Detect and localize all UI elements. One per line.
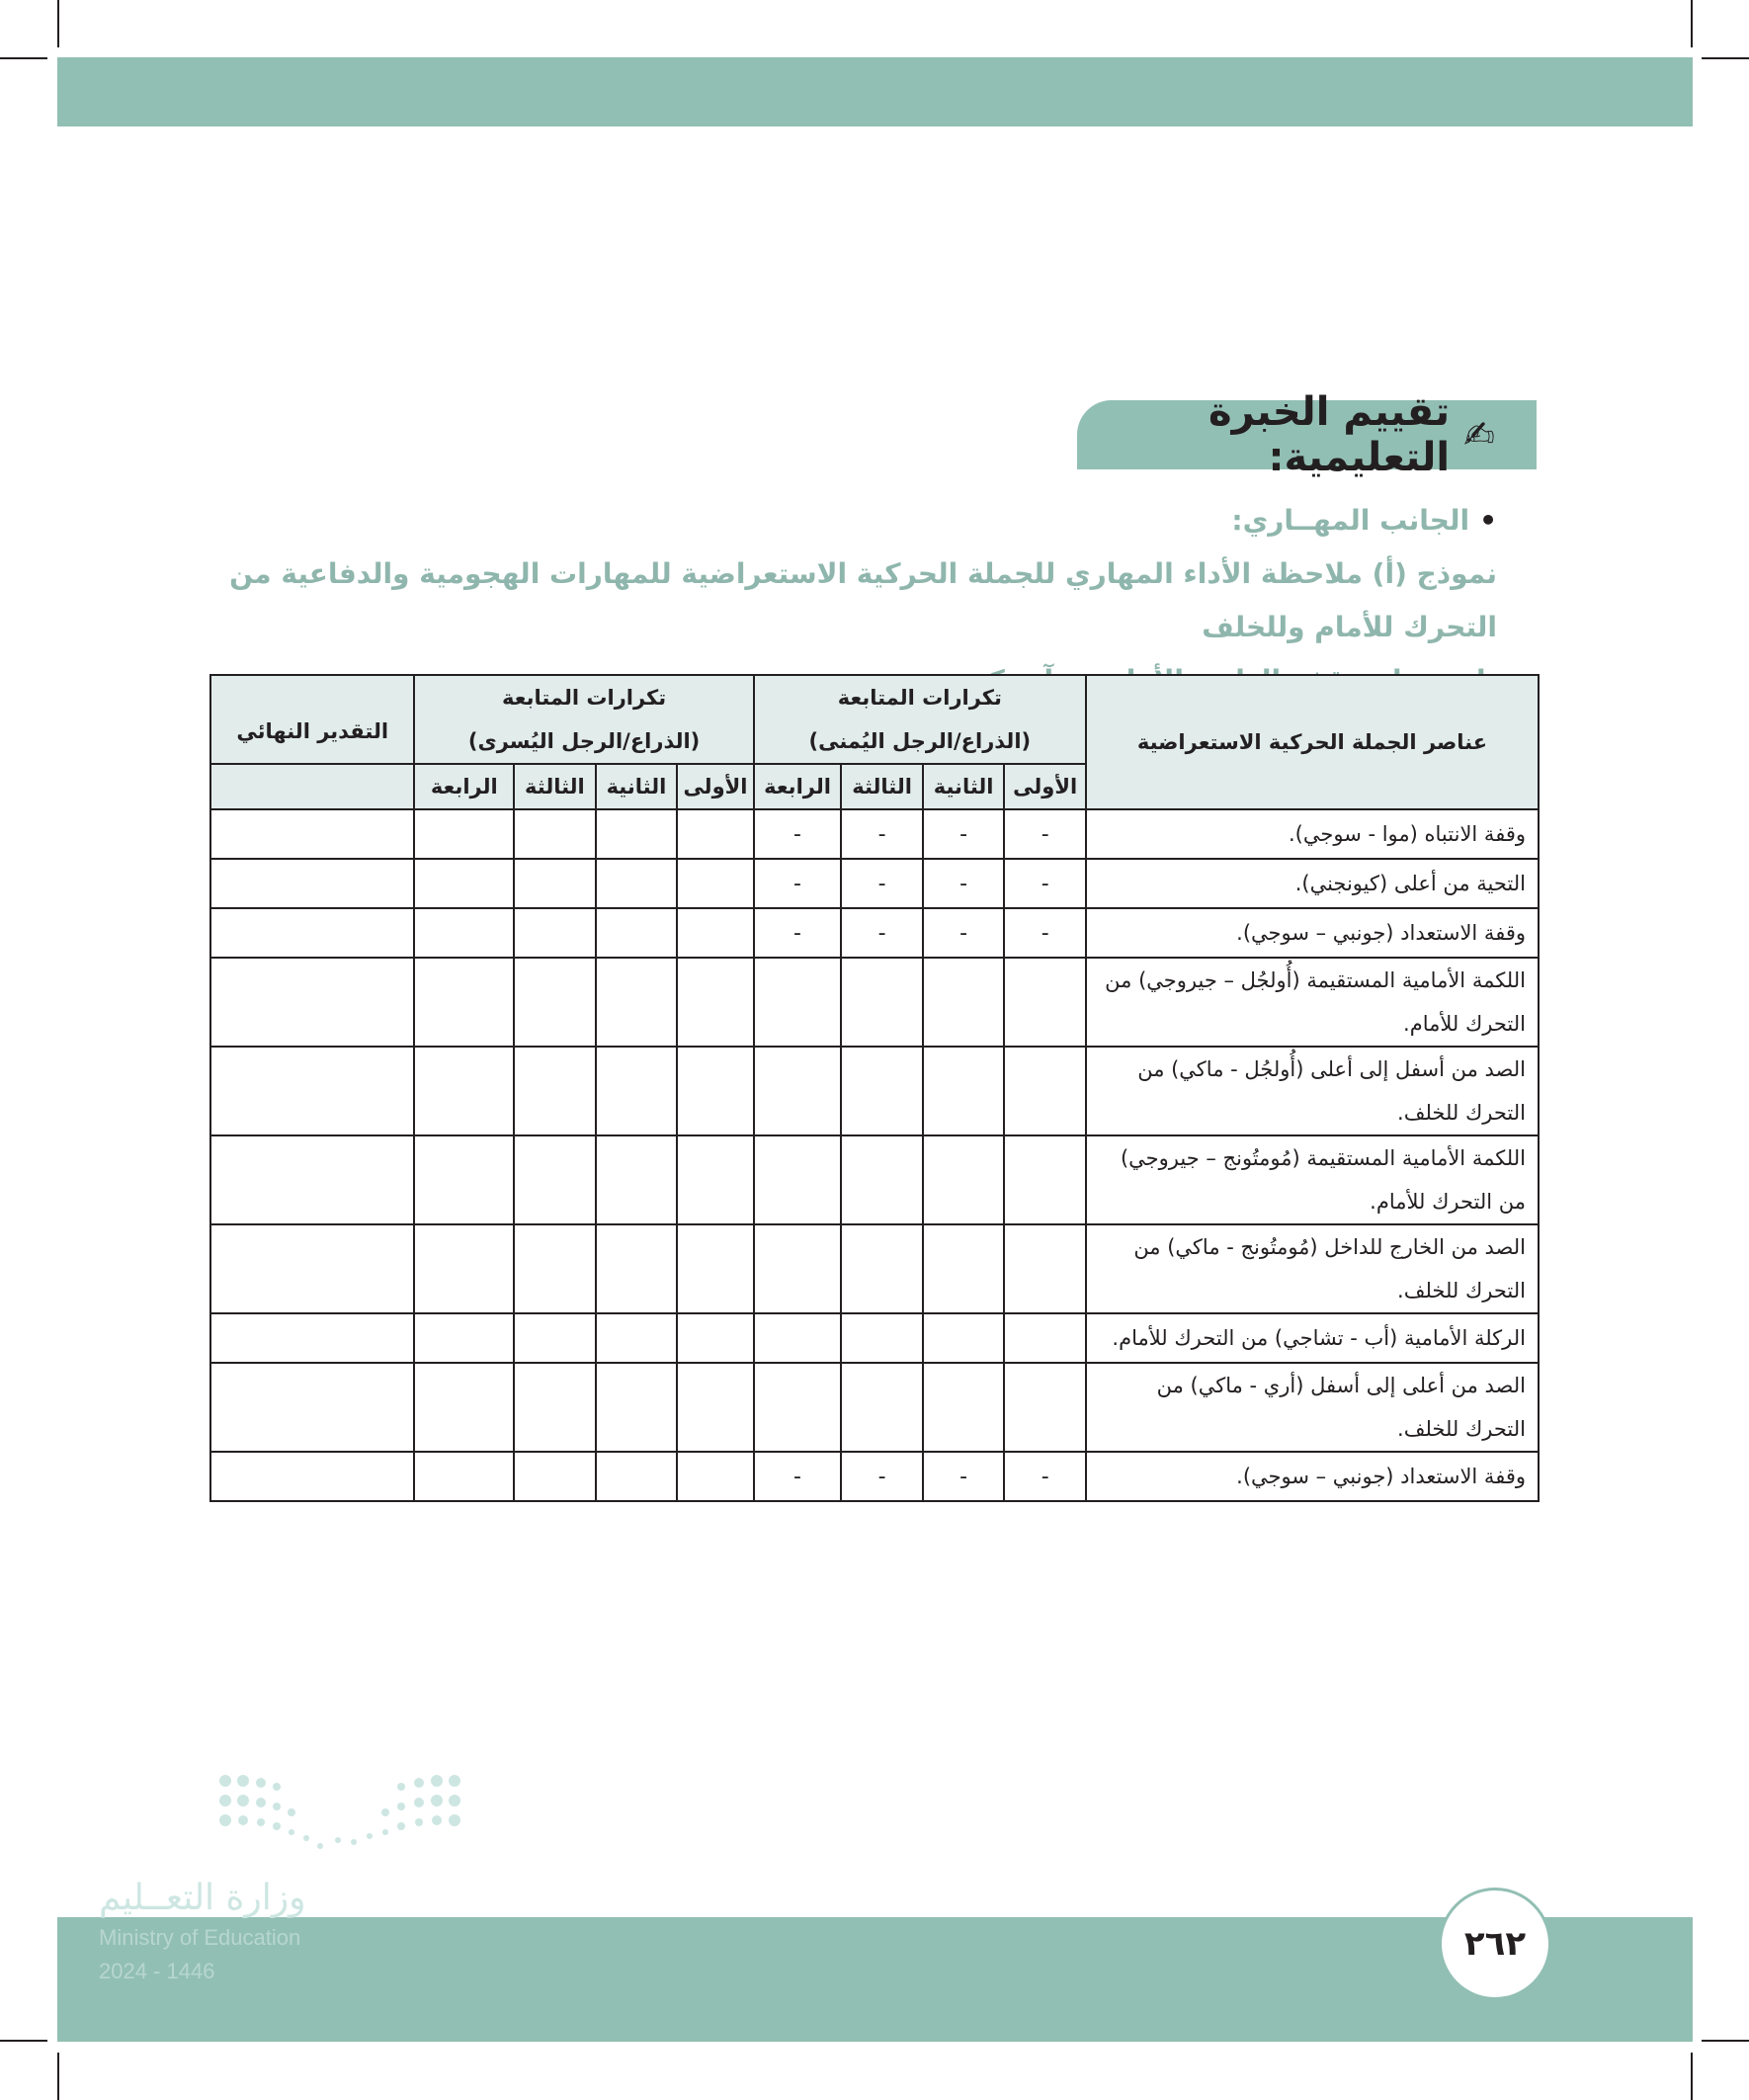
table-row xyxy=(210,1224,1539,1313)
table-row xyxy=(210,958,1539,1047)
right-cell xyxy=(841,1313,923,1363)
left-cell xyxy=(414,809,514,859)
left-cell xyxy=(677,1224,754,1313)
skill-heading: •الجانب المهــاري: xyxy=(1231,504,1497,537)
final-cell xyxy=(210,1047,414,1135)
right-cell: - xyxy=(841,859,923,908)
right-cell xyxy=(841,1363,923,1452)
right-cell xyxy=(923,1135,1005,1224)
subheader-left-2: الثانية xyxy=(596,764,678,809)
right-cell: - xyxy=(841,908,923,958)
left-cell xyxy=(414,1135,514,1224)
final-cell xyxy=(210,809,414,859)
table-row xyxy=(210,1135,1539,1224)
left-cell xyxy=(414,908,514,958)
left-cell xyxy=(514,859,596,908)
left-cell xyxy=(596,809,678,859)
final-cell xyxy=(210,859,414,908)
evaluation-table xyxy=(209,674,1540,1502)
crop-mark xyxy=(0,2040,47,2042)
subheader-right-4: الرابعة xyxy=(754,764,842,809)
left-cell xyxy=(514,1363,596,1452)
right-cell xyxy=(754,1363,842,1452)
section-title: تقييم الخبرة التعليمية: xyxy=(1208,389,1451,480)
crop-mark xyxy=(1702,57,1749,59)
ministry-year: 2024 - 1446 xyxy=(99,1959,215,1983)
right-cell xyxy=(841,1047,923,1135)
model-subtitle-line1: نموذج (أ) ملاحظة الأداء المهاري للجملة الحركية الاستعراضية للمهارات الهجومية والدفاعية من التحرك للأمام وللخلف xyxy=(229,557,1497,643)
right-cell xyxy=(841,958,923,1047)
pen-icon: ✍ xyxy=(1463,413,1495,457)
final-cell xyxy=(210,908,414,958)
left-cell xyxy=(677,1363,754,1452)
subheader-left-4: الرابعة xyxy=(414,764,514,809)
left-cell xyxy=(414,1047,514,1135)
subheader-left-3: الثالثة xyxy=(514,764,596,809)
table-row xyxy=(210,1452,1539,1501)
crop-mark xyxy=(1691,0,1693,47)
left-cell xyxy=(414,1363,514,1452)
subheader-right-2: الثانية xyxy=(923,764,1005,809)
right-cell xyxy=(841,1224,923,1313)
header-group-right: تكرارات المتابعة (الذراع/الرجل اليُمنى) xyxy=(754,675,1086,764)
right-cell: - xyxy=(1004,908,1086,958)
top-band xyxy=(57,57,1693,126)
element-cell: وقفة الاستعداد (جونبي – سوجي). xyxy=(1086,1452,1539,1501)
left-cell xyxy=(414,1224,514,1313)
right-cell: - xyxy=(1004,809,1086,859)
right-cell xyxy=(754,1135,842,1224)
right-cell: - xyxy=(754,859,842,908)
right-cell xyxy=(1004,1135,1086,1224)
left-cell xyxy=(596,1363,678,1452)
header-group-left: تكرارات المتابعة (الذراع/الرجل اليُسرى) xyxy=(414,675,753,764)
left-cell xyxy=(596,1135,678,1224)
left-cell xyxy=(414,1313,514,1363)
right-cell xyxy=(1004,958,1086,1047)
final-cell xyxy=(210,1224,414,1313)
element-cell: اللكمة الأمامية المستقيمة (مُومتُونج – جيروجي) من التحرك للأمام. xyxy=(1086,1135,1539,1224)
right-cell xyxy=(923,1047,1005,1135)
left-cell xyxy=(514,809,596,859)
page-number: ٢٦٢ xyxy=(1439,1888,1551,2000)
right-cell: - xyxy=(841,809,923,859)
crop-mark xyxy=(57,0,59,47)
right-cell: - xyxy=(841,1452,923,1501)
final-cell xyxy=(210,1313,414,1363)
right-cell xyxy=(754,1313,842,1363)
crop-mark xyxy=(1702,2040,1749,2042)
final-cell xyxy=(210,1135,414,1224)
table-row xyxy=(210,908,1539,958)
left-cell xyxy=(414,859,514,908)
left-cell xyxy=(677,1313,754,1363)
subheader-right-3: الثالثة xyxy=(841,764,923,809)
right-cell: - xyxy=(923,1452,1005,1501)
left-cell xyxy=(677,809,754,859)
crop-mark xyxy=(0,57,47,59)
subheader-right-1: الأولى xyxy=(1004,764,1086,809)
table-row xyxy=(210,859,1539,908)
left-cell xyxy=(677,958,754,1047)
left-cell xyxy=(514,908,596,958)
left-cell xyxy=(514,1047,596,1135)
element-cell: الصد من الخارج للداخل (مُومتُونج - ماكي) من التحرك للخلف. xyxy=(1086,1224,1539,1313)
element-cell: اللكمة الأمامية المستقيمة (أُولجُل – جيروجي) من التحرك للأمام. xyxy=(1086,958,1539,1047)
right-cell xyxy=(1004,1363,1086,1452)
table-row xyxy=(210,1047,1539,1135)
table-row xyxy=(210,1313,1539,1363)
left-cell xyxy=(514,1313,596,1363)
left-cell xyxy=(596,908,678,958)
right-cell: - xyxy=(754,1452,842,1501)
subheader-left-1: الأولى xyxy=(677,764,754,809)
table-row xyxy=(210,809,1539,859)
crop-mark xyxy=(1691,2053,1693,2100)
right-cell xyxy=(754,958,842,1047)
right-cell: - xyxy=(754,809,842,859)
right-cell xyxy=(923,1363,1005,1452)
left-cell xyxy=(677,1135,754,1224)
element-cell: الصد من أعلى إلى أسفل (أري - ماكي) من التحرك للخلف. xyxy=(1086,1363,1539,1452)
right-cell: - xyxy=(923,859,1005,908)
final-cell xyxy=(210,958,414,1047)
element-cell: وقفة الاستعداد (جونبي – سوجي). xyxy=(1086,908,1539,958)
element-cell: الصد من أسفل إلى أعلى (أُولجُل - ماكي) من التحرك للخلف. xyxy=(1086,1047,1539,1135)
ministry-name-en: Ministry of Education xyxy=(99,1925,301,1950)
left-cell xyxy=(596,1313,678,1363)
left-cell xyxy=(596,1452,678,1501)
left-cell xyxy=(414,1452,514,1501)
element-cell: التحية من أعلى (كيونجني). xyxy=(1086,859,1539,908)
element-cell: وقفة الانتباه (موا - سوجي). xyxy=(1086,809,1539,859)
element-cell: الركلة الأمامية (أب - تشاجي) من التحرك للأمام. xyxy=(1086,1313,1539,1363)
right-cell: - xyxy=(1004,859,1086,908)
right-cell xyxy=(923,1224,1005,1313)
left-cell xyxy=(596,1047,678,1135)
right-cell xyxy=(1004,1224,1086,1313)
crop-mark xyxy=(57,2053,59,2100)
left-cell xyxy=(677,908,754,958)
subheader-final-empty xyxy=(210,764,414,809)
right-cell xyxy=(754,1047,842,1135)
section-title-tab xyxy=(1077,389,1537,480)
left-cell xyxy=(677,859,754,908)
left-cell xyxy=(596,859,678,908)
table-row xyxy=(210,1363,1539,1452)
right-cell: - xyxy=(923,908,1005,958)
header-elements: عناصر الجملة الحركية الاستعراضية xyxy=(1086,675,1539,809)
right-cell xyxy=(1004,1313,1086,1363)
left-cell xyxy=(677,1047,754,1135)
bullet-icon: • xyxy=(1479,504,1497,537)
header-final-grade: التقدير النهائي xyxy=(210,675,414,764)
right-cell xyxy=(841,1135,923,1224)
left-cell xyxy=(677,1452,754,1501)
left-cell xyxy=(514,1452,596,1501)
left-cell xyxy=(514,1224,596,1313)
left-cell xyxy=(514,1135,596,1224)
right-cell xyxy=(1004,1047,1086,1135)
final-cell xyxy=(210,1363,414,1452)
ministry-name-ar: وزارة التعــليم xyxy=(99,1878,306,1918)
right-cell xyxy=(754,1224,842,1313)
right-cell xyxy=(923,958,1005,1047)
left-cell xyxy=(596,1224,678,1313)
right-cell: - xyxy=(923,809,1005,859)
left-cell xyxy=(596,958,678,1047)
left-cell xyxy=(514,958,596,1047)
left-cell xyxy=(414,958,514,1047)
right-cell: - xyxy=(1004,1452,1086,1501)
right-cell: - xyxy=(754,908,842,958)
final-cell xyxy=(210,1452,414,1501)
right-cell xyxy=(923,1313,1005,1363)
